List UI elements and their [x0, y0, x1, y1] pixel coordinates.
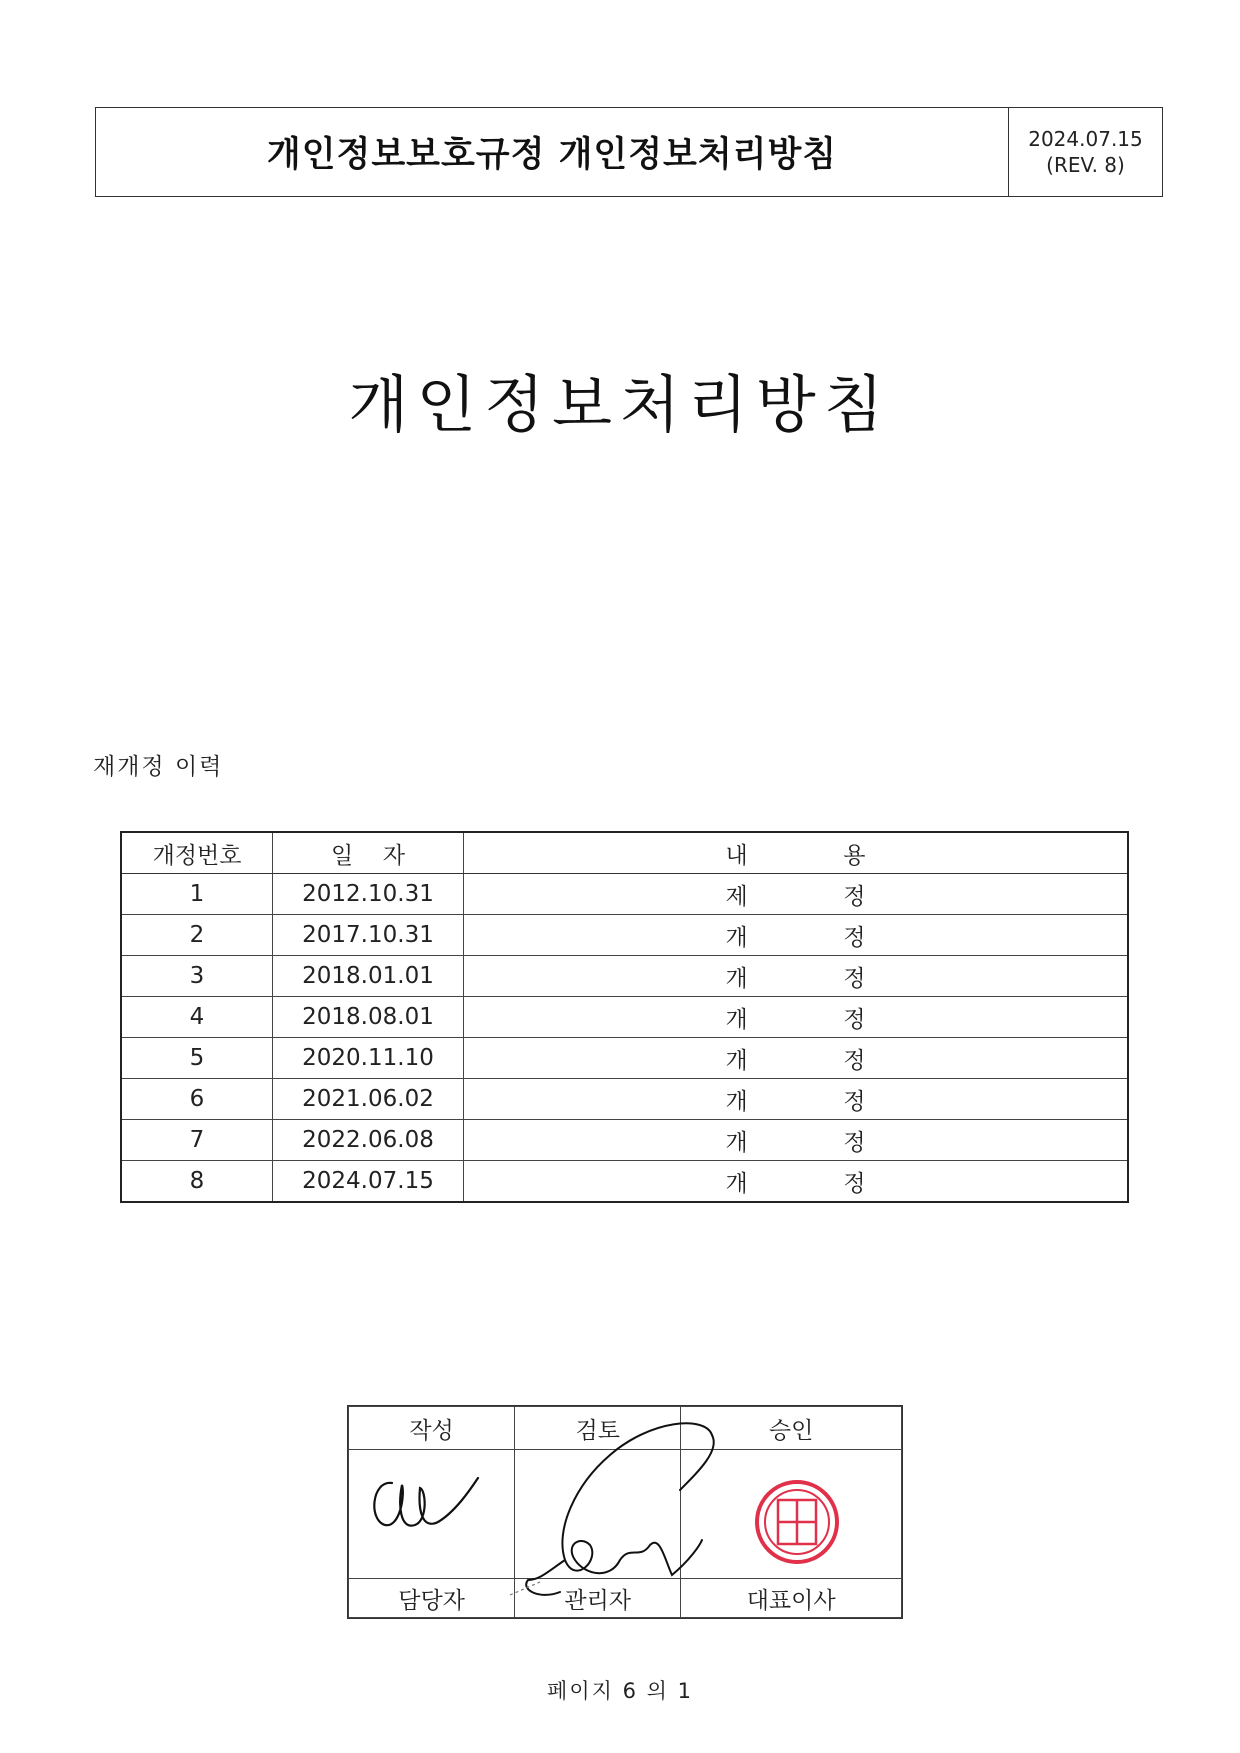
revision-date: 2018.01.01	[273, 956, 464, 997]
revision-date: 2020.11.10	[273, 1038, 464, 1079]
table-row	[121, 1038, 1128, 1079]
role-reviewer: 관리자	[515, 1579, 681, 1618]
revision-date: 2012.10.31	[273, 874, 464, 915]
revision-number: 8	[121, 1161, 273, 1203]
revision-number: 6	[121, 1079, 273, 1120]
revision-content	[464, 1079, 1129, 1120]
table-row	[121, 915, 1128, 956]
col-header-date-char: 자	[382, 842, 405, 869]
revision-content	[464, 1120, 1129, 1161]
page-number: 페이지 6 의 1	[547, 1679, 693, 1703]
revision-history-table	[120, 831, 1129, 1203]
revision-date: 2018.08.01	[273, 997, 464, 1038]
revision-content-char: 정	[843, 1047, 866, 1074]
revision-content-char: 정	[843, 1006, 866, 1033]
approval-header-approve: 승인	[681, 1407, 902, 1450]
col-header-no: 개정번호	[121, 832, 273, 874]
revision-content	[464, 874, 1129, 915]
revision-content	[464, 956, 1129, 997]
revision-content-char: 정	[843, 1170, 866, 1197]
revision-content-char: 정	[843, 1129, 866, 1156]
approval-header-author: 작성	[349, 1407, 515, 1450]
table-row	[121, 1120, 1128, 1161]
revision-content-char: 개	[725, 1088, 748, 1115]
col-header-content	[464, 832, 1129, 874]
revision-number: 1	[121, 874, 273, 915]
reviewer-signature-cell	[515, 1450, 681, 1579]
header-revision: (REV. 8)	[1046, 153, 1125, 177]
revision-date: 2022.06.08	[273, 1120, 464, 1161]
revision-number: 3	[121, 956, 273, 997]
revision-content	[464, 915, 1129, 956]
revision-content-char: 제	[725, 883, 748, 910]
table-header-row	[121, 832, 1128, 874]
revision-history-label: 재개정 이력	[93, 754, 224, 780]
revision-date: 2024.07.15	[273, 1161, 464, 1203]
table-row	[121, 874, 1128, 915]
table-row	[121, 1161, 1128, 1203]
header-date: 2024.07.15	[1028, 127, 1143, 151]
role-approver: 대표이사	[681, 1579, 902, 1618]
revision-content-char: 정	[843, 883, 866, 910]
revision-content-char: 개	[725, 1006, 748, 1033]
header-title: 개인정보보호규정 개인정보처리방침	[266, 135, 838, 175]
table-row	[121, 1079, 1128, 1120]
revision-number: 7	[121, 1120, 273, 1161]
revision-content-char: 정	[843, 1088, 866, 1115]
revision-content-char: 개	[725, 924, 748, 951]
revision-content-char: 개	[725, 1170, 748, 1197]
revision-number: 4	[121, 997, 273, 1038]
author-signature-cell	[349, 1450, 515, 1579]
col-header-content-char: 용	[843, 842, 866, 869]
col-header-date	[273, 832, 464, 874]
revision-content	[464, 997, 1129, 1038]
col-header-content-char: 내	[725, 842, 748, 869]
revision-content-char: 개	[725, 1047, 748, 1074]
revision-content	[464, 1161, 1129, 1203]
revision-content-char: 정	[843, 924, 866, 951]
header-revision-cell	[1008, 108, 1162, 196]
revision-content-char: 정	[843, 965, 866, 992]
approver-stamp-cell	[681, 1450, 902, 1579]
approval-header-review: 검토	[515, 1407, 681, 1450]
document-header	[95, 107, 1163, 197]
revision-date: 2021.06.02	[273, 1079, 464, 1120]
approval-box	[347, 1405, 903, 1619]
revision-date: 2017.10.31	[273, 915, 464, 956]
main-title: 개인정보처리방침	[348, 368, 892, 441]
revision-content	[464, 1038, 1129, 1079]
revision-content-char: 개	[725, 1129, 748, 1156]
revision-number: 5	[121, 1038, 273, 1079]
table-row	[121, 956, 1128, 997]
col-header-date-char: 일	[331, 842, 354, 869]
table-row	[121, 997, 1128, 1038]
role-author: 담당자	[349, 1579, 515, 1618]
revision-number: 2	[121, 915, 273, 956]
revision-content-char: 개	[725, 965, 748, 992]
